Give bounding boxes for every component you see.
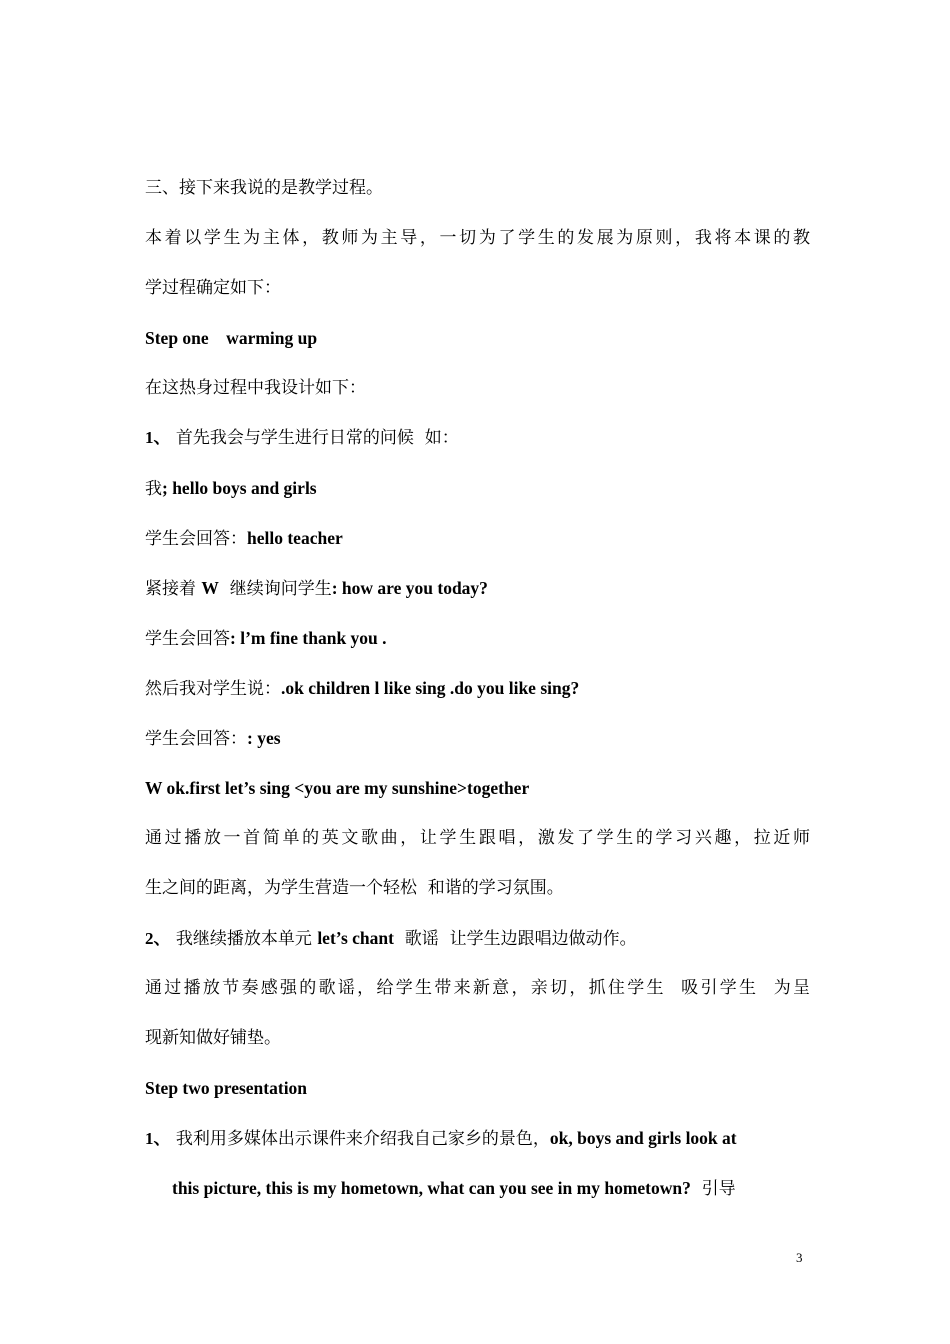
- dialogue-line: [145, 727, 810, 750]
- text-span: : yes: [247, 728, 281, 748]
- text-span: let’s chant: [317, 928, 394, 948]
- text-span: this picture, this is my hometown, what can you see in my hometown?: [172, 1178, 691, 1198]
- text-span: .ok children l like sing .do you like sing?: [281, 678, 580, 698]
- dialogue-line: [145, 477, 810, 500]
- section-heading: [145, 177, 810, 199]
- text-span: Step one warming up: [145, 328, 318, 348]
- dialogue-line: [145, 677, 810, 700]
- text-span: W ok.first let’s sing <you are my sunshine>together: [145, 778, 530, 798]
- text-span: 我继续播放本单元: [170, 929, 318, 949]
- text-span: 本着以学生为主体，教师为主导，一切为了学生的发展为原则，我将本课的教: [145, 228, 810, 248]
- text-span: 在这热身过程中我设计如下：: [145, 378, 366, 398]
- text-span: W: [201, 578, 219, 598]
- paragraph-line: [145, 377, 810, 399]
- dialogue-line: [145, 777, 810, 800]
- dialogue-line: [145, 527, 810, 550]
- text-span: 引导: [690, 1179, 736, 1199]
- list-item: [145, 427, 810, 449]
- text-span: 我: [145, 479, 162, 499]
- text-span: 通过播放节奏感强的歌谣，给学生带来新意，亲切，抓住学生 吸引学生 为呈: [145, 978, 810, 998]
- text-span: 学生会回答：: [145, 729, 247, 749]
- text-span: 继续询问学生: [218, 579, 332, 599]
- text-span: 三、接下来我说的是教学过程。: [145, 178, 383, 198]
- text-span: hello teacher: [247, 528, 343, 548]
- dialogue-line: [145, 627, 810, 650]
- list-number: 2、: [145, 929, 171, 948]
- text-span: 首先我会与学生进行日常的问候 如：: [170, 428, 459, 448]
- list-item: [145, 1127, 810, 1150]
- text-span: : how are you today?: [331, 578, 488, 598]
- text-span: 通过播放一首简单的英文歌曲，让学生跟唱，激发了学生的学习兴趣，拉近师: [145, 828, 810, 848]
- list-item-continuation: [172, 1177, 810, 1200]
- page-number: 3: [796, 1250, 803, 1265]
- text-span: 现新知做好铺垫。: [145, 1028, 281, 1048]
- text-span: 然后我对学生说：: [145, 679, 281, 699]
- text-span: 学生会回答：: [145, 529, 247, 549]
- step-heading: [145, 327, 810, 350]
- list-number: 1、: [145, 428, 171, 447]
- text-span: 紧接着: [145, 579, 202, 599]
- text-span: 生之间的距离，为学生营造一个轻松 和谐的学习氛围。: [145, 878, 564, 898]
- text-span: 学过程确定如下：: [145, 278, 281, 298]
- text-span: 我利用多媒体出示课件来介绍我自己家乡的景色，: [170, 1129, 550, 1149]
- paragraph-line: [145, 277, 810, 299]
- paragraph-line: [145, 1027, 810, 1049]
- text-span: : l’m fine thank you .: [230, 628, 387, 648]
- text-span: ; hello boys and girls: [162, 478, 317, 498]
- paragraph-line: [145, 827, 810, 849]
- list-number: 1、: [145, 1129, 171, 1148]
- text-span: Step two presentation: [145, 1078, 308, 1098]
- text-span: 学生会回答: [145, 629, 230, 649]
- text-span: ok, boys and girls look at: [549, 1128, 737, 1148]
- step-heading: [145, 1077, 810, 1100]
- dialogue-line: [145, 577, 810, 600]
- text-span: 歌谣 让学生边跟唱边做动作。: [393, 929, 637, 949]
- paragraph-line: [145, 227, 810, 249]
- list-item: [145, 927, 810, 950]
- paragraph-line: [145, 977, 810, 999]
- paragraph-line: [145, 877, 810, 899]
